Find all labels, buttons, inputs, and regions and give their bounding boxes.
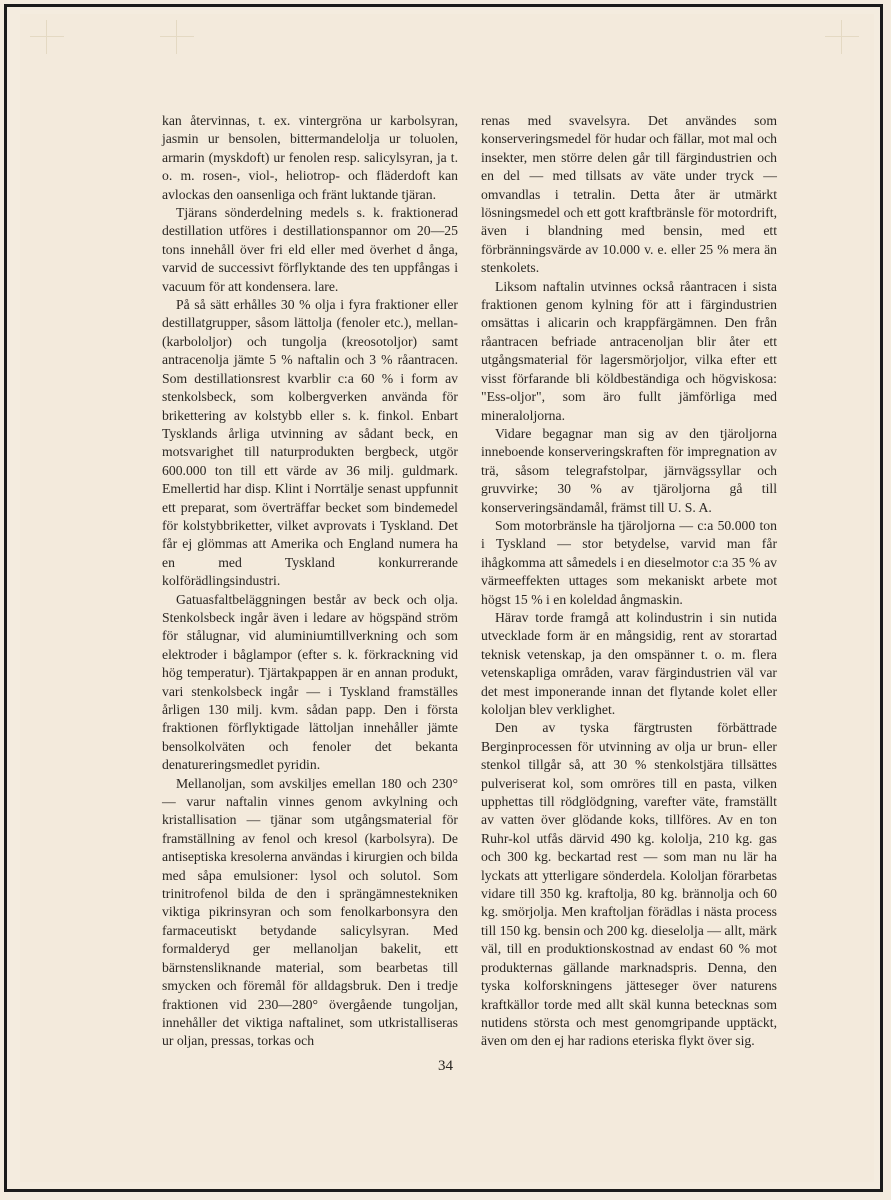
left-column (162, 112, 458, 1051)
registration-mark (160, 20, 194, 54)
page-number: 34 (438, 1058, 453, 1074)
paragraph: Vidare begagnar man sig av den tjäroljorna inneboende konserveringskraften för impregnation av trä, såsom telegrafstolpar, järnvägssyllar och gruvvirke; 30 % av tjäroljorna gå till konserveringsändamål, främst till U. S. A. (481, 425, 777, 515)
paragraph: På så sätt erhålles 30 % olja i fyra fraktioner eller destillatgrupper, såsom lättolja (fenoler etc.), mellan- (karbololjor) och tungolja (kreosotoljor) samt antracenolja jämte 5 % naftalin och 3 % råantracen. Som destillationsrest kvarblir c:a 60 % i form av stenkolsbeck, som kolbergverken använda för brikettering av kolstybb eller s. k. finkol. Enbart Tysklands årliga utvinning av sådant beck, en motsvarighet till naturprodukten bergbeck, utgör 600.000 ton till ett värde av 36 milj. guldmark. Emellertid har disp. Klint i Norrtälje senast uppfunnit ett preparat, som överträffar becket som bindemedel för kolstybbriketter, vilket avprovats i Tyskland. Det får ej glömmas att Amerika och England numera ha en med Tyskland konkurrerande kolförädlingsindustri. (162, 297, 458, 589)
paragraph: Den av tyska färgtrusten förbättrade Berginprocessen för utvinning av olja ur brun- eller stenkol tillgår så, att 30 % stenkolstjära tillsättes pulveriserat kol, som omröres till en pasta, vilken upphettas till rödglödgning, varefter väte, framställt av vatten över glödande koks, tillföres. Av en ton Ruhr-kol utfås därvid 490 kg. kololja, 210 kg. gas och 300 kg. beckartad rest — som man nu lär ha lyckats att ytterligare sönderdela. Kololjan förarbetas vidare till 350 kg. kraftolja, 80 kg. brännolja och 60 kg. smörjolja. Men kraftoljan förädlas i nästa process till 150 kg. bensin och 200 kg. dieselolja — allt, märk väl, till en produktionskostnad av endast 60 % mot produkternas gällande marknadspris. Denna, den tyska kolforskningens jätteseger över naturens kraftkällor torde med allt skäl kunna betecknas som nutidens största och mest genomgripande upptäckt, även om den ej har radions eteriska flykt över sig. (481, 720, 777, 1049)
paragraph: kan återvinnas, t. ex. vintergröna ur karbolsyran, jasmin ur bensolen, bittermandelolja ur toluolen, armarin (myskdoft) ur fenolen resp. salicylsyran, ja t. o. m. rosen-, viol-, heliotrop- och fläderdoft kan avlockas den oansenliga och fränt luktande tjäran. (162, 113, 458, 202)
registration-mark (30, 20, 64, 54)
paragraph: Mellanoljan, som avskiljes emellan 180 och 230° — varur naftalin vinnes genom avkylning och kristallisation — tjänar som utgångsmaterial för framställning av fenol och kresol (karbolsyra). De antiseptiska kresolerna användas i kirurgien och bilda med såpa emulsioner: lysol och solutol. Som trinitrofenol bilda de den i sprängämnestekniken viktiga pikrinsyran och som fenolkarbonsyra den farmaceutiskt betydande salicylsyran. Med formalderyd ger mellanoljan bakelit, ett bärnstensliknande material, som bearbetas till smycken och föremål för alldagsbruk. Den i tredje fraktionen vid 230—280° övergående tungoljan, innehåller det viktiga naftalinet, som utkristalliseras ur oljan, pressas, torkas och (162, 775, 458, 1049)
right-column (481, 112, 777, 1051)
registration-mark (825, 20, 859, 54)
paragraph: Som motorbränsle ha tjäroljorna — c:a 50.000 ton i Tyskland — stor betydelse, varvid man får ihågkomma att såmedels i en dieselmotor c:a 35 % av värmeeffekten uttages som mekaniskt arbete mot högst 15 % i en koleldad ångmaskin. (481, 517, 777, 607)
paragraph: Liksom naftalin utvinnes också råantracen i sista fraktionen genom kylning för att i färgindustrien omsättas i alicarin och krappfärgämnen. Den från råantracen befriade antracenoljan blir åter ett utgångsmaterial för lagersmörjoljor, vilka efter ett visst förfarande bli köldbeständiga och högviskosa: "Ess-oljor", som äro fullt jämförliga med mineraloljorna. (481, 278, 777, 423)
paragraph: renas med svavelsyra. Det användes som konserveringsmedel för hudar och fällar, mot mal och insekter, men större delen går till färgindustrien och en del — med tillsats av väte under tryck — omvandlas i tetralin. Detta åter är utmärkt lösningsmedel och ett gott kraftbränsle för motordrift, även i blandning med bensin, med ett förbränningsvärde av 10.000 v. e. eller 25 % mera än stenkolets. (481, 113, 777, 276)
paragraph: Härav torde framgå att kolindustrin i sin nutida utvecklade form är en mångsidig, rent av storartad teknisk vetenskap, ja den omspänner t. o. m. flera vetenskapliga områden, varav färgindustrien väl var det mest imponerande innan det flytande kolet eller kololjan blev verklighet. (481, 609, 777, 717)
paragraph: Tjärans sönderdelning medels s. k. fraktionerad destillation utföres i destillationspannor om 20—25 tons innehåll över fri eld eller med överhet d ånga, varvid de successivt förflyktande des ten uppfångas i vacuum för att kondensera. lare. (162, 205, 458, 294)
paragraph: Gatuasfaltbeläggningen består av beck och olja. Stenkolsbeck ingår även i ledare av högspänd ström för stålugnar, vid aluminiumtillverkning och som elektroder i båglampor (efter s. k. förkrackning vid hög temperatur). Tjärtakpappen är en annan produkt, vari stenkolsbeck ingår — i Tyskland framställes årligen 130 milj. kvm. sådan papp. Den i första fraktionen förflyktigade lättoljan innehåller jämte bensolkolväten och fenoler det bekanta denatureringsmedlet pyridin. (162, 591, 458, 773)
